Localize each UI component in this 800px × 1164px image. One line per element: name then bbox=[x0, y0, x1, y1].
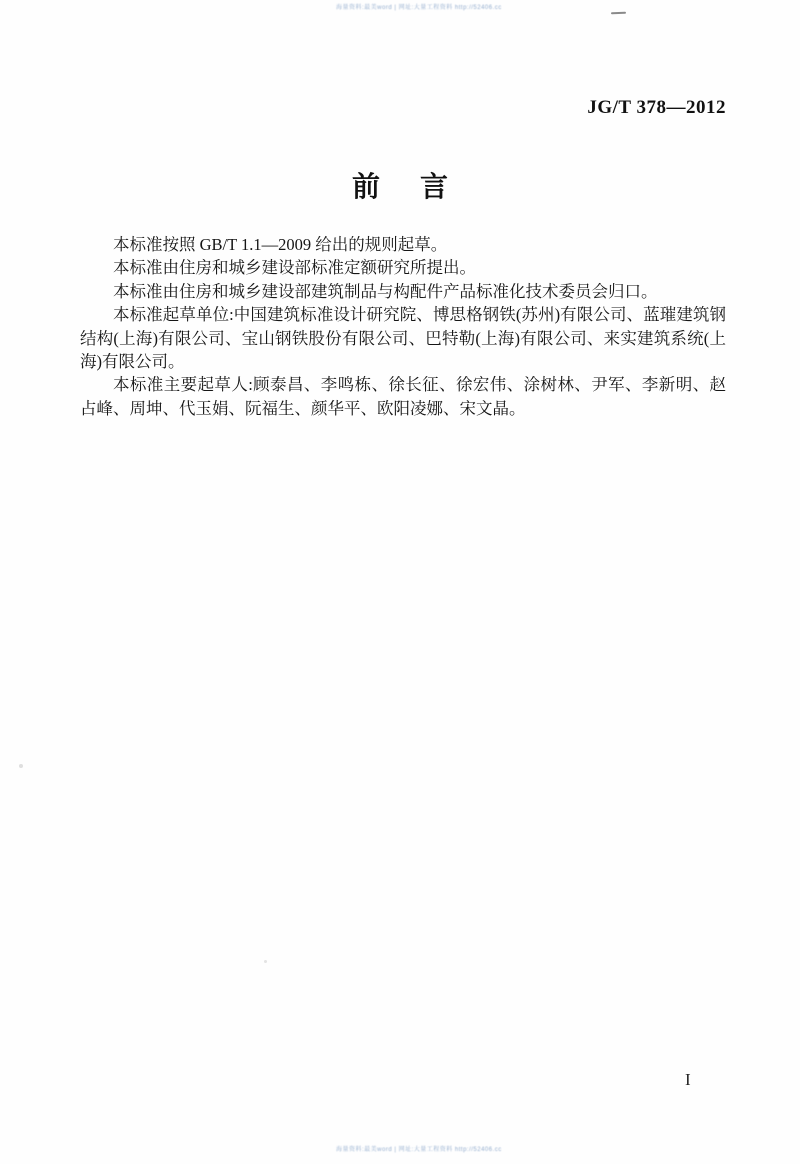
page-number: I bbox=[685, 1070, 691, 1089]
watermark-text-top: 海量资料:最美word | 网址:大量工程资料 http://52406.cc bbox=[336, 5, 502, 11]
page-title-char-1: 前 bbox=[351, 171, 380, 202]
foreword-paragraph: 本标准起草单位:中国建筑标准设计研究院、博思格钢铁(苏州)有限公司、蓝璀建筑钢结构(上海)有限公司、宝山钢铁股份有限公司、巴特勒(上海)有限公司、来实建筑系统(上海)有限公司。 bbox=[80, 305, 726, 372]
page-title bbox=[0, 165, 800, 205]
foreword-paragraph: 本标准按照 GB/T 1.1—2009 给出的规则起草。 bbox=[113, 235, 448, 254]
page-title-char-2: 言 bbox=[420, 171, 449, 202]
scan-artifact-speck bbox=[19, 764, 23, 768]
foreword-paragraph: 本标准由住房和城乡建设部标准定额研究所提出。 bbox=[113, 258, 476, 278]
watermark-text-bottom: 海量资料:最美word | 网址:大量工程资料 http://52406.cc bbox=[336, 1147, 502, 1153]
standard-code: JG/T 378—2012 bbox=[587, 97, 726, 118]
scan-artifact-dash bbox=[611, 12, 626, 15]
foreword-paragraph: 本标准由住房和城乡建设部建筑制品与构配件产品标准化技术委员会归口。 bbox=[113, 281, 658, 301]
scan-artifact-speck bbox=[264, 960, 267, 963]
foreword-paragraph: 本标准主要起草人:顾泰昌、李鸣栋、徐长征、徐宏伟、涂树林、尹军、李新明、赵占峰、周坤、代玉娟、阮福生、颜华平、欧阳凌娜、宋文晶。 bbox=[80, 375, 726, 418]
foreword-body bbox=[80, 233, 726, 420]
